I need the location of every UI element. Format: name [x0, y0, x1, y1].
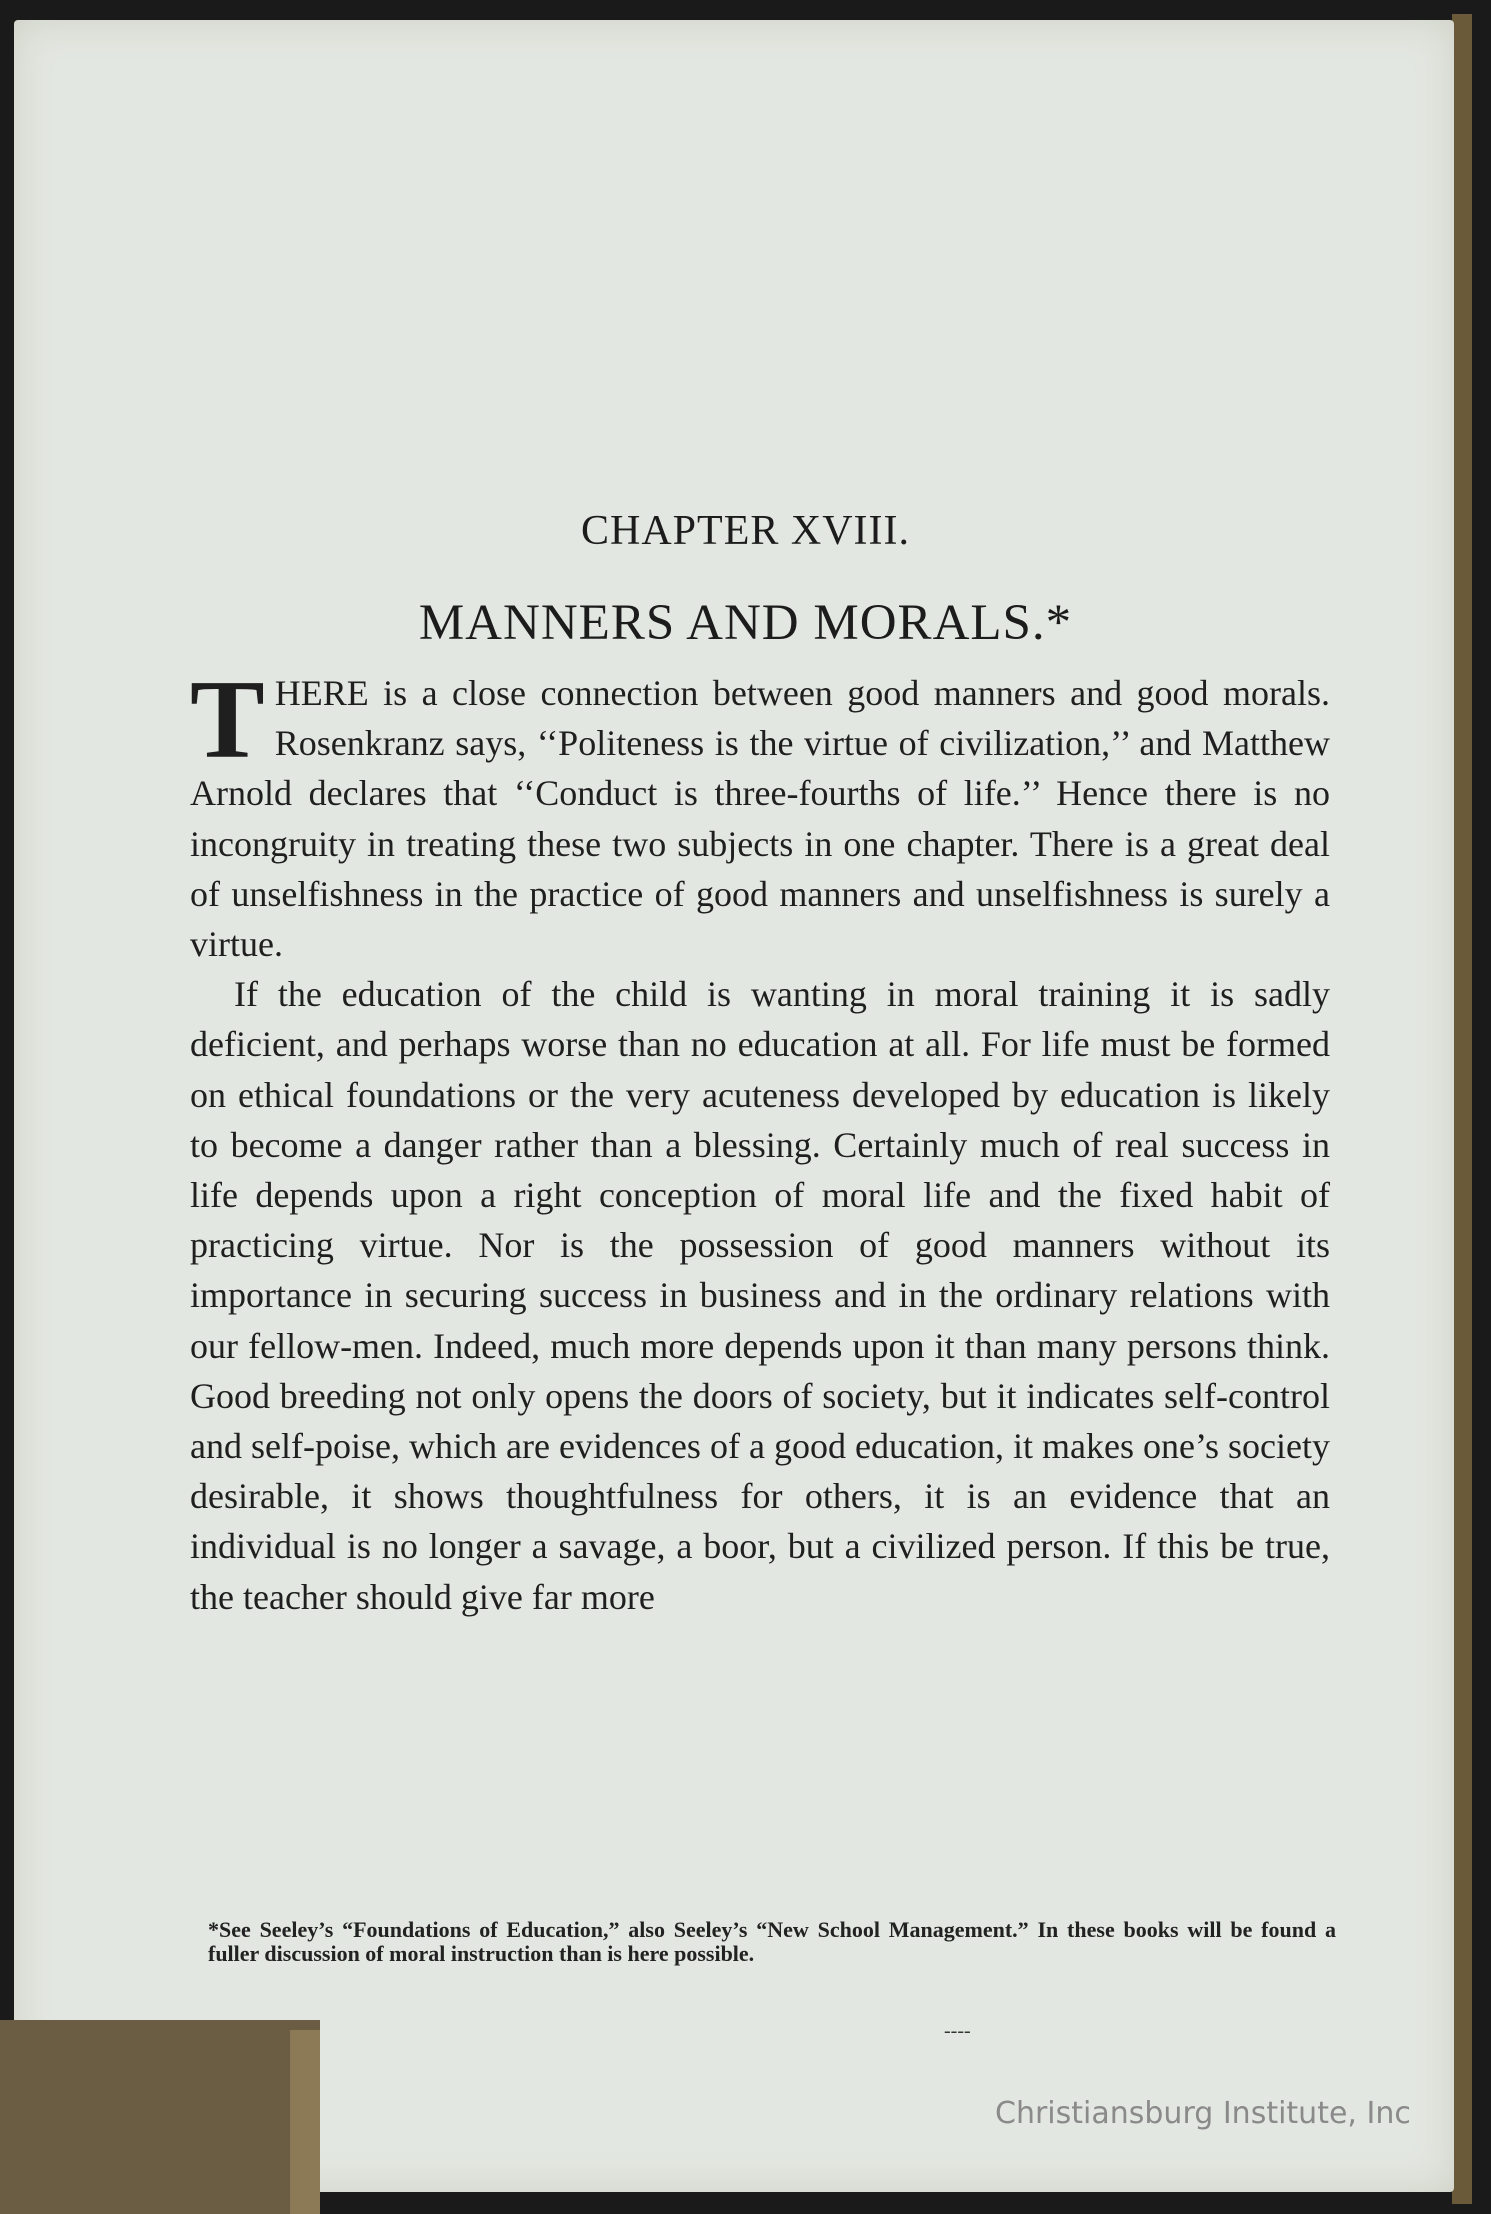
- decorative-rule: ----: [944, 2020, 971, 2042]
- watermark: Christiansburg Institute, Inc: [995, 2096, 1411, 2131]
- chapter-title: MANNERS AND MORALS.*: [418, 595, 1073, 651]
- paragraph-1: [190, 658, 1330, 969]
- paragraph-1-text: HERE is a close connection between good manners and good morals. Rosenkranz says, ‘‘Politeness is the virtue of civilization,’’ and Matthew Arnold declares that ‘‘Conduct is three-fourths of life.’’ Hence there is no incongruity in treating these two subjects in one chapter. There is a great deal of unselfishness in the practice of good manners and unselfishness is surely a virtue.: [190, 673, 1330, 965]
- paragraph-2: If the education of the child is wanting in moral training it is sadly deficient, and perhaps worse than no education at all. For life must be formed on ethical foundations or the very acuteness developed by education is likely to become a danger rather than a blessing. Certainly much of real success in life depends upon a right conception of moral life and the fixed habit of practicing virtue. Nor is the possession of good manners without its importance in securing success in business and in the ordinary relations with our fellow-men. Indeed, much more depends upon it than many persons think. Good breeding not only opens the doors of society, but it indicates self-control and self-poise, which are evidences of a good education, it makes one’s society desirable, it shows thoughtfulness for others, it is an evidence that an individual is no longer a savage, a boor, but a civilized person. If this be true, the teacher should give far more: [190, 974, 1330, 1617]
- footnote: *See Seeley’s “Foundations of Education,” also Seeley’s “New School Management.” In these books will be found a fuller discussion of moral instruction than is here possible.: [208, 1917, 1336, 1966]
- book-cover-edge: [290, 2030, 320, 2214]
- book-cover-corner: [0, 2020, 320, 2214]
- chapter-heading: CHAPTER XVIII.: [581, 508, 910, 554]
- body-text: [190, 658, 1330, 1622]
- drop-cap: T: [190, 658, 265, 782]
- page-edge: [1452, 14, 1472, 2204]
